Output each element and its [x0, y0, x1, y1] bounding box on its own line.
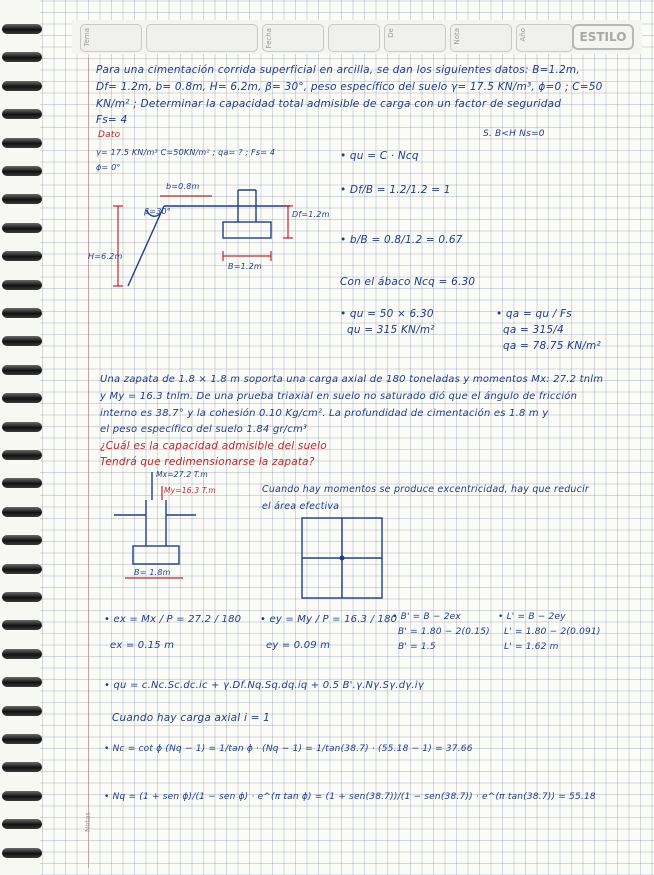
- header-cell-ano: Año: [516, 24, 573, 52]
- p1-qa-line-3: qa = 78.75 KN/m²: [503, 340, 601, 352]
- p1-qa-line-2: qa = 315/4: [503, 324, 564, 336]
- notas-label: Notas: [84, 811, 92, 832]
- p2-my-label: My=16.3 T.m: [164, 486, 216, 495]
- p1-qu-line-2: qu = 315 KN/m²: [347, 324, 435, 336]
- p1-side-note: S. B<H Ns=0: [483, 129, 545, 139]
- p2-statement-line-2: y My = 16.3 tnlm. De una prueba triaxial en suelo no saturado dió que el ángulo de fricción: [100, 391, 578, 402]
- p2-mx-label: Mx=27.2 T.m: [156, 470, 208, 479]
- p1-eq-dfb: • Df/B = 1.2/1.2 = 1: [340, 184, 451, 196]
- p2-ex-line-1: • ex = Mx / P = 27.2 / 180: [104, 614, 242, 625]
- p2-ey-line-2: ey = 0.09 m: [266, 640, 331, 651]
- header-cell-de: De: [384, 24, 446, 52]
- p2-question-b: Tendrá que redimensionarse la zapata?: [100, 456, 315, 468]
- p2-statement-line-3: interno es 38.7° y la cohesión 0.10 Kg/cm². La profundidad de cimentación es 1.8 m y: [100, 408, 549, 419]
- p1-eq-qu: • qu = C · Ncq: [340, 150, 419, 162]
- header-cell-nota: Nota: [450, 24, 512, 52]
- p2-ey-line-1: • ey = My / P = 16.3 / 180: [260, 614, 398, 625]
- p2-nc-formula: • Nc = cot ϕ (Nq − 1) = 1/tan ϕ · (Nq − 1) = 1/tan(38.7) · (55.18 − 1) = 37.66: [104, 744, 473, 754]
- p2-note-1: Cuando hay momentos se produce excentricidad, hay que reducir: [262, 484, 590, 495]
- p2-ex-line-2: ex = 0.15 m: [110, 640, 175, 651]
- header-cell-tema: Tema: [80, 24, 142, 52]
- p1-statement-line-1: Para una cimentación corrida superficial en arcilla, se dan los siguientes datos: B=1.2m,: [96, 64, 580, 76]
- p1-df-label: Df=1.2m: [292, 210, 330, 219]
- p2-bp-line-3: B' = 1.5: [398, 642, 436, 652]
- p1-angle-label: β=30°: [144, 207, 171, 216]
- p1-qu-line-1: • qu = 50 × 6.30: [340, 308, 434, 320]
- p1-statement-line-4: Fs= 4: [96, 114, 128, 126]
- p2-lp-line-2: L' = 1.80 − 2(0.091): [504, 627, 601, 637]
- p1-statement-line-2: Df= 1.2m, b= 0.8m, H= 6.2m, β= 30°, peso específico del suelo γ= 17.5 KN/m³, ϕ=0 ; C=50: [96, 81, 603, 93]
- brand-logo: ESTILO: [572, 24, 634, 50]
- p1-eq-bb: • b/B = 0.8/1.2 = 0.67: [340, 234, 463, 246]
- p2-axial-note: Cuando hay carga axial i = 1: [112, 712, 271, 724]
- p1-qa-line-1: • qa = qu / Fs: [496, 308, 572, 320]
- p1-bb-label: B=1.2m: [228, 262, 262, 271]
- p1-datos-line-1: γ= 17.5 KN/m³ C=50KN/m² ; qa= ? ; Fs= 4: [96, 148, 276, 157]
- p2-b-label: B= 1.8m: [134, 568, 171, 577]
- p1-statement-line-3: KN/m² ; Determinar la capacidad total admisible de carga con un factor de seguridad: [96, 98, 562, 110]
- p1-abaco: Con el ábaco Ncq = 6.30: [340, 276, 476, 288]
- p2-bp-line-1: • B' = B − 2ex: [392, 612, 461, 622]
- p1-b-label: b=0.8m: [166, 182, 200, 191]
- header-cell-fecha: Fecha: [262, 24, 324, 52]
- p1-datos-label: Dato: [98, 130, 121, 140]
- p2-qu-general: • qu = c.Nc.Sc.dc.ic + γ.Df.Nq.Sq.dq.iq + 0.5 B'.γ.Nγ.Sγ.dγ.iγ: [104, 680, 424, 691]
- p1-h-label: H=6.2m: [88, 252, 123, 261]
- p2-statement-line-4: el peso específico del suelo 1.84 gr/cm³: [100, 424, 308, 435]
- p2-lp-line-3: L' = 1.62 m: [504, 642, 559, 652]
- p2-question-a: ¿Cuál es la capacidad admisible del suelo: [100, 440, 327, 452]
- p2-lp-line-1: • L' = B − 2ey: [498, 612, 566, 622]
- p2-note-2: el área efectiva: [262, 501, 340, 512]
- p2-nq-formula: • Nq = (1 + sen ϕ)/(1 − sen ϕ) · e^(π tan ϕ) = (1 + sen(38.7))/(1 − sen(38.7)) · e^(π tan(38.7)) = 55.18: [104, 792, 596, 802]
- p2-bp-line-2: B' = 1.80 − 2(0.15): [398, 627, 490, 637]
- p1-datos-line-2: ϕ= 0°: [96, 163, 121, 172]
- p2-statement-line-1: Una zapata de 1.8 × 1.8 m soporta una carga axial de 180 toneladas y momentos Mx: 27.2 tnlm: [100, 374, 604, 385]
